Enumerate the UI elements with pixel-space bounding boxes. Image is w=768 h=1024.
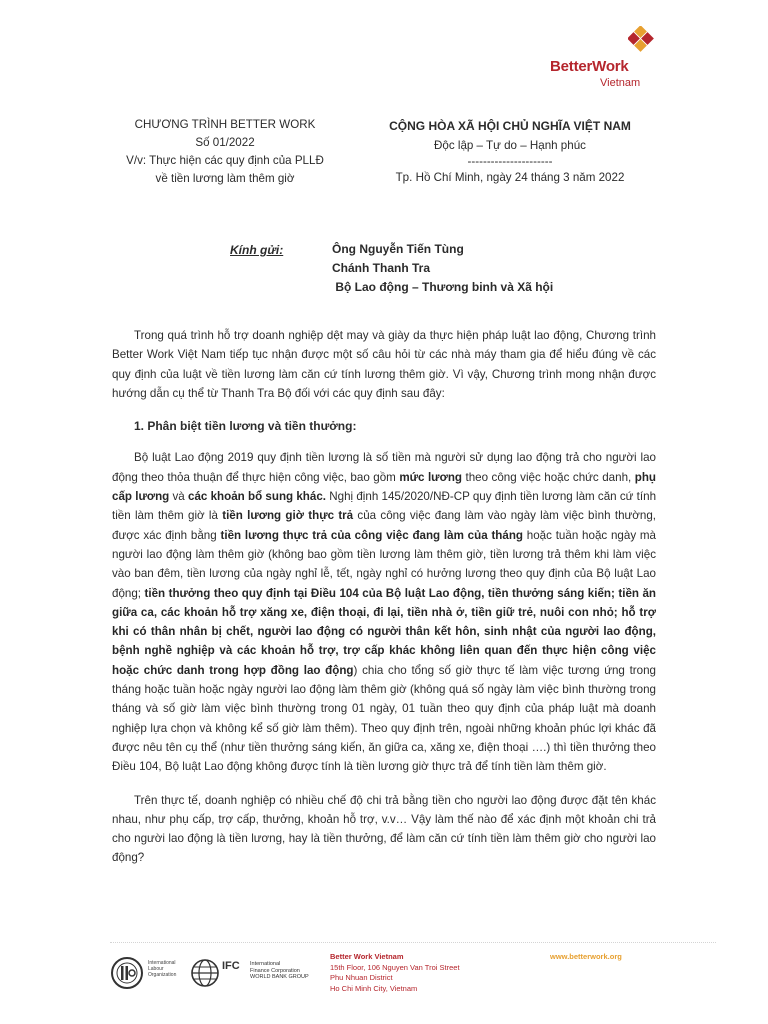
s1-bold-3: các khoản bổ sung khác. — [188, 490, 327, 504]
section-1-heading: 1. Phân biệt tiền lương và tiền thưởng: — [134, 419, 357, 434]
betterwork-logo — [548, 26, 658, 96]
logo-name: BetterWork — [550, 58, 629, 75]
s1-text-2: theo công việc hoặc chức danh, — [461, 470, 635, 484]
s1-text-3: và — [169, 490, 189, 504]
recipient-name: Ông Nguyễn Tiến Tùng — [332, 242, 464, 256]
s1-bold-6: tiền thưởng theo quy định tại Điều 104 của Bộ luật Lao động, tiền thưởng sáng kiến; tiền ăn giữa ca, các khoản hỗ trợ xăng xe, điện thoại, đi lại, tiền nhà ở, tiền giữ trẻ, nuôi con nhỏ; hỗ trợ khi có thân nhân bị chết, người lao động có người thân kết hôn, sinh nhật của người lao động, bệnh nghề nghiệp và các khoản hỗ trợ, trợ cấp khác không liên quan đến thực hiện công việc hoặc chức danh trong hợp đồng lao động — [112, 586, 656, 677]
footer-address — [330, 952, 460, 994]
ilo-name: International Labour Organization — [148, 960, 177, 978]
address-line: Ho Chi Minh City, Vietnam — [330, 983, 418, 993]
s1-text-7: ) chia cho tổng số giờ thực tế làm việc tương ứng trong tháng hoặc tuần hoặc ngày người lao động làm thêm giờ (không quá số ngày làm việc bình thường trong tháng và số giờ làm việc bình thường trong 01 ngày, 01 tuần theo quy định của pháp luật mà doanh nghiệp lựa chọn và không kể số giờ làm thêm). Theo quy định trên, ngoài những khoản phúc lợi khác đã được nêu tên cụ thể (như tiền thưởng sáng kiến, ăn giữa ca, xăng xe, điện thoại ….) thì tiền thưởng theo Điều 104, Bộ luật Lao động không được tính là tiền lương giờ thực trả để tính tiền làm thêm giờ. — [112, 663, 657, 774]
ifc-name: IFC — [222, 960, 240, 972]
recipient-block — [332, 240, 553, 297]
globe-icon — [190, 958, 220, 988]
s1-text-6: hoặc tuần hoặc ngày mà người lao động làm thêm giờ (không bao gồm tiền lương làm thêm giờ, tiền lương trả thêm khi làm việc vào ban đêm, tiền lương của ngày nghỉ lễ, tết, ngày nghỉ có hưởng lương theo quy định của Bộ luật Lao động; — [112, 528, 656, 600]
greeting-label: Kính gửi: — [230, 243, 284, 257]
national-header — [370, 116, 650, 188]
question-paragraph: Trên thực tế, doanh nghiệp có nhiều chế độ chi trả bằng tiền cho người lao động được đặt tên khác nhau, như phụ cấp, trợ cấp, thưởng, khoản hỗ trợ, v.v… Vậy làm thế nào để xác định một khoản chi trả cho người lao động là tiền lương, hay là tiền thưởng, để làm căn cứ tính tiền làm thêm giờ cho người lao động? — [112, 793, 656, 865]
betterwork-mark-icon — [628, 26, 658, 56]
s1-text-5: của công việc đang làm vào ngày làm việc bình thường, được xác định bằng — [112, 509, 657, 542]
intro-paragraph: Trong quá trình hỗ trợ doanh nghiệp dệt may và giày da thực hiện pháp luật lao động, Chương trình Better Work Việt Nam tiếp tục nhận được một số câu hỏi từ các nhà máy tham gia để hiểu đúng về các quy định của luật về tiền lương làm căn cứ tính lương thêm giờ. Vì vậy, Chương trình mong nhận được hướng dẫn cụ thể từ Thanh Tra Bộ đối với các quy định sau đây: — [112, 329, 656, 400]
place-date: Tp. Hồ Chí Minh, ngày 24 tháng 3 năm 2022 — [395, 171, 625, 184]
s1-bold-5: tiền lương thực trả của công việc đang làm của tháng — [220, 528, 523, 542]
address-line: Phu Nhuan District — [330, 973, 393, 982]
s1-bold-1: mức lương — [399, 470, 462, 484]
partner-logos — [110, 952, 320, 996]
website-link[interactable]: www.betterwork.org — [550, 952, 622, 961]
address-line: 15th Floor, 106 Nguyen Van Troi Street — [330, 962, 460, 972]
national-motto: Độc lập – Tự do – Hạnh phúc — [434, 139, 586, 152]
header-rule: ---------------------- — [467, 155, 553, 168]
ilo-logo-icon — [110, 956, 144, 990]
subject-line-2: về tiền lương làm thêm giờ — [155, 172, 295, 185]
section-1-paragraph — [112, 448, 656, 776]
country-title: CỘNG HÒA XÃ HỘI CHỦ NGHĨA VIỆT NAM — [389, 119, 631, 133]
ifc-subtitle — [250, 961, 309, 981]
ifc-sub-line: WORLD BANK GROUP — [250, 974, 309, 980]
letter-body — [112, 326, 656, 882]
subject-line-1: V/v: Thực hiện các quy định của PLLĐ — [126, 154, 324, 167]
document-number: Số 01/2022 — [195, 136, 255, 149]
recipient-title: Chánh Thanh Tra — [332, 261, 431, 275]
s1-text-4: Nghị định 145/2020/NĐ-CP quy định tiền lương làm căn cứ tính tiền làm thêm giờ là — [112, 490, 657, 523]
address-org: Better Work Vietnam — [330, 952, 404, 961]
footer-divider — [110, 942, 716, 943]
s1-bold-2: phụ cấp lương — [112, 470, 656, 504]
logo-subtitle: Vietnam — [600, 77, 641, 89]
program-name: CHƯƠNG TRÌNH BETTER WORK — [134, 118, 316, 131]
ifc-sub-line: Finance Corporation — [250, 967, 300, 974]
s1-bold-4: tiền lương giờ thực trả — [222, 509, 354, 523]
sender-block — [90, 116, 360, 188]
recipient-organization: Bộ Lao động – Thương binh và Xã hội — [332, 280, 554, 294]
ifc-sub-line: International — [250, 961, 281, 967]
s1-text-1: Bộ luật Lao động 2019 quy định tiền lương là số tiền mà người sử dụng lao động trả cho người lao động theo thỏa thuận để thực hiện công việc, bao gồm — [112, 451, 656, 484]
